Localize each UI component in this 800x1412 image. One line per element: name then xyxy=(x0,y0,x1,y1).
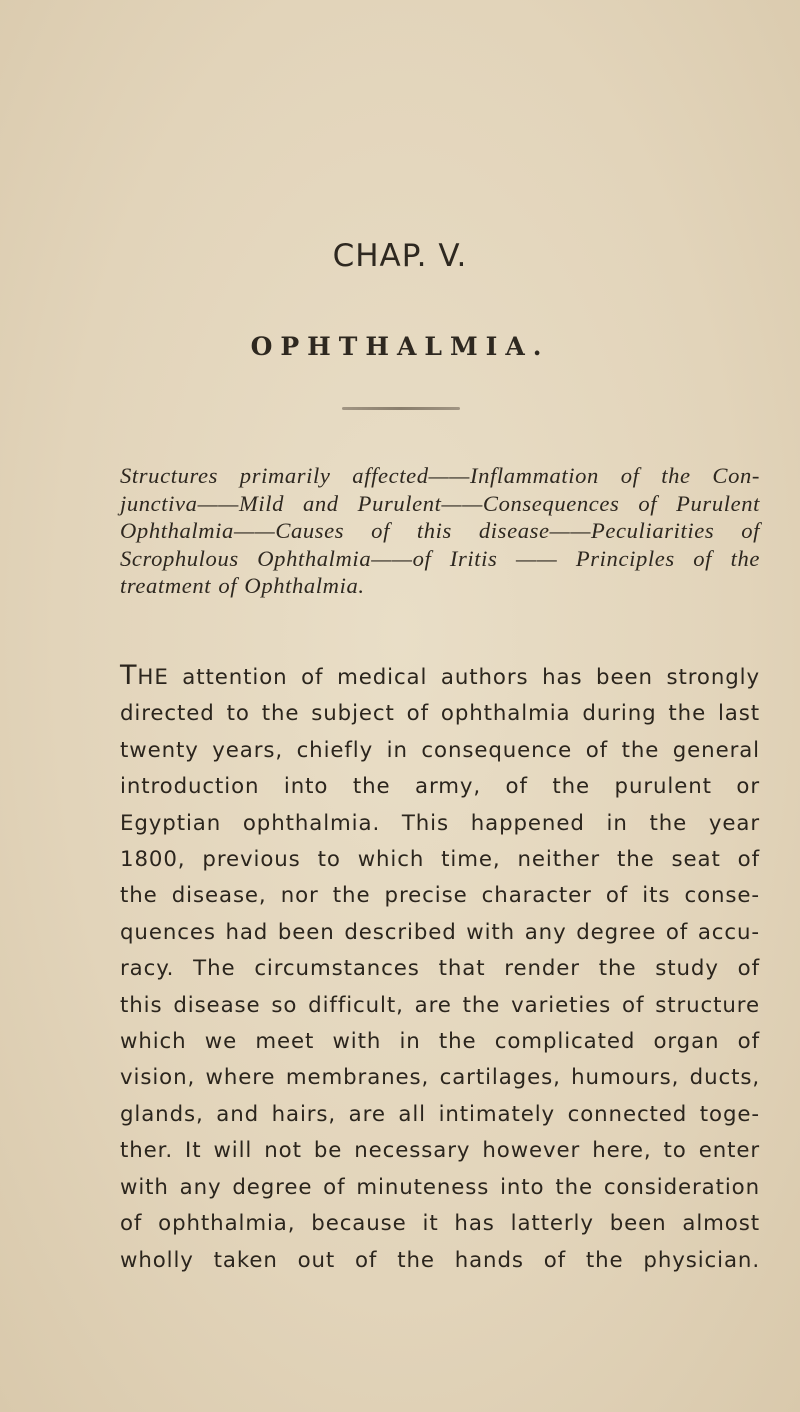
paragraph-line: ther. It will not be necessary however here, to enter xyxy=(120,1138,760,1164)
paragraph-line: racy. The circumstances that render the study of xyxy=(120,956,760,982)
first-line-text: HE attention of medical authors has been strongly xyxy=(137,665,760,690)
paragraph-line: 1800, previous to which time, neither the seat of xyxy=(120,847,760,873)
paragraph-line: the disease, nor the precise character of its conse- xyxy=(120,883,760,909)
synopsis-line: Scrophulous Ophthalmia——of Iritis —— Principles of the xyxy=(120,545,760,571)
paragraph-line: quences had been described with any degree of accu- xyxy=(120,919,760,945)
paragraph-line: wholly taken out of the hands of the physician. xyxy=(120,1247,760,1273)
paragraph-line: Egyptian ophthalmia. This happened in the year xyxy=(120,810,760,836)
chapter-heading: CHAP. V. xyxy=(332,238,468,274)
synopsis-line: Ophthalmia——Causes of this disease——Peculiarities of xyxy=(120,518,760,543)
body-paragraph xyxy=(120,658,760,1279)
paragraph-line: which we meet with in the complicated organ of xyxy=(120,1029,760,1055)
chapter-synopsis xyxy=(120,462,760,600)
decorative-rule xyxy=(342,407,460,410)
synopsis-line: treatment of Ophthalmia. xyxy=(120,573,365,598)
synopsis-line: junctiva——Mild and Purulent——Consequences of Purulent xyxy=(120,490,760,516)
drop-cap: T xyxy=(120,660,138,691)
paragraph-line: of ophthalmia, because it has latterly been almost xyxy=(120,1211,760,1237)
synopsis-line: Structures primarily affected——Inflammation of the Con- xyxy=(120,463,760,488)
paragraph-line: this disease so difficult, are the varieties of structure xyxy=(120,992,760,1018)
chapter-title: OPHTHALMIA. xyxy=(250,332,550,361)
paragraph-line: directed to the subject of ophthalmia during the last xyxy=(120,701,760,727)
paragraph-line: with any degree of minuteness into the consideration xyxy=(120,1174,760,1200)
paragraph-line: introduction into the army, of the purulent or xyxy=(120,774,760,800)
paragraph-line: vision, where membranes, cartilages, humours, ducts, xyxy=(120,1065,760,1091)
paragraph-line-first xyxy=(120,658,760,696)
paragraph-line: twenty years, chiefly in consequence of the general xyxy=(120,737,760,763)
paragraph-line: glands, and hairs, are all intimately connected toge- xyxy=(120,1101,760,1127)
